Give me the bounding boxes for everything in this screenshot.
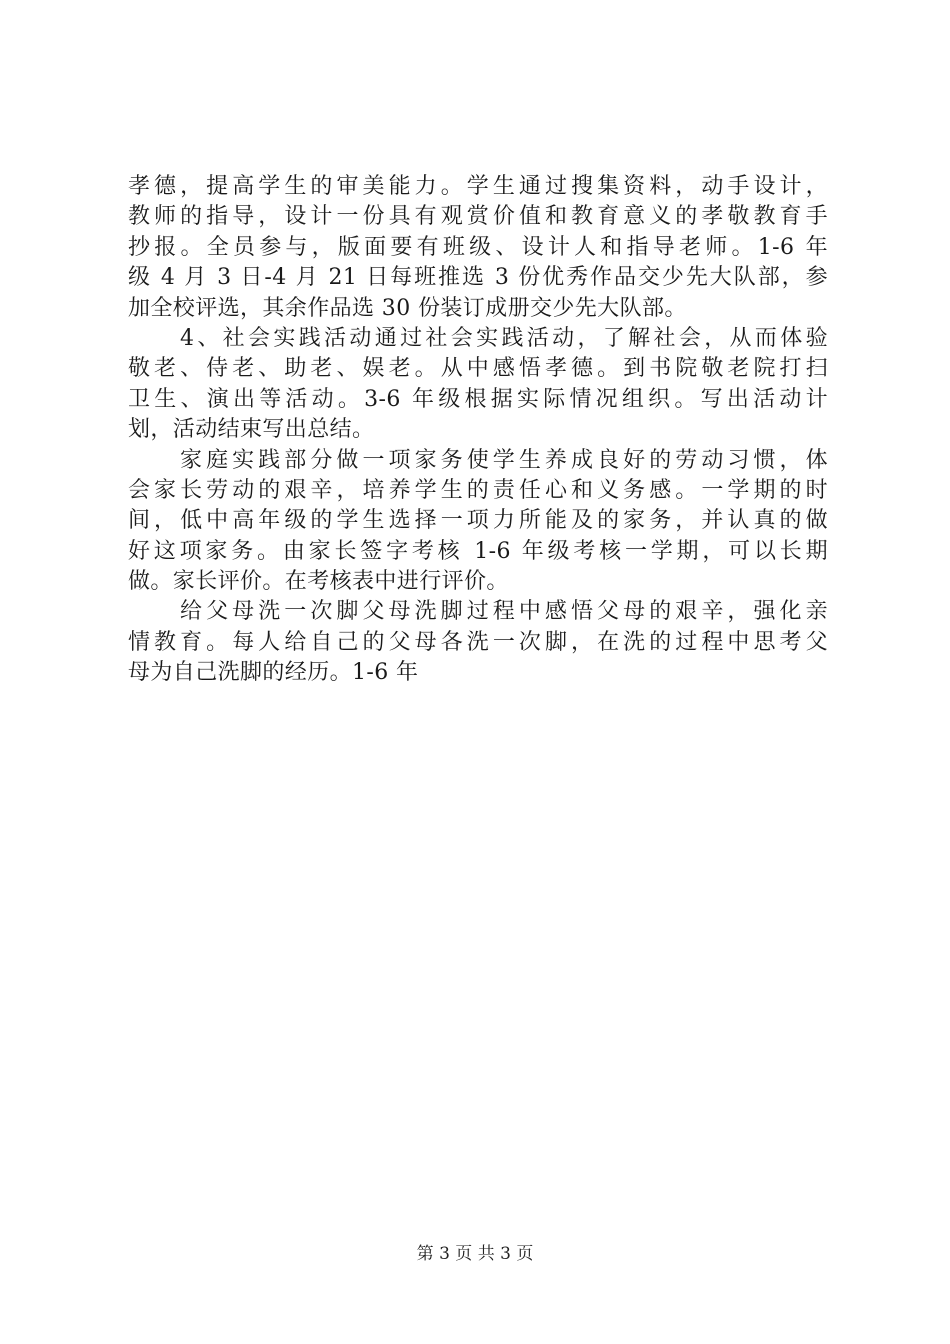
text-line: 给父母洗一次脚父母洗脚过程中感悟父母的艰辛，强化亲 <box>180 599 828 625</box>
text-line: 4、社会实践活动通过社会实践活动，了解社会，从而体验 <box>180 325 828 351</box>
text-line: 母为自己洗脚的经历。1-6 年 <box>128 660 419 686</box>
paragraph-3 <box>128 446 828 598</box>
text-line: 卫生、演出等活动。3-6 年级根据实际情况组织。写出活动计 <box>128 386 828 412</box>
paragraph-2 <box>128 324 828 446</box>
text-line: 级 4 月 3 日-4 月 21 日每班推选 3 份优秀作品交少先大队部，参 <box>128 265 828 291</box>
text-line: 抄报。全员参与，版面要有班级、设计人和指导老师。1-6 年 <box>128 234 828 260</box>
text-line: 加全校评选，其余作品选 30 份装订成册交少先大队部。 <box>128 295 687 321</box>
page-number-footer: 第 3 页 共 3 页 <box>416 1244 534 1264</box>
text-line: 好这项家务。由家长签字考核 1-6 年级考核一学期，可以长期 <box>128 538 828 564</box>
text-line: 教师的指导，设计一份具有观赏价值和教育意义的孝敬教育手 <box>128 204 828 230</box>
text-line: 孝德，提高学生的审美能力。学生通过搜集资料，动手设计， <box>128 174 828 199</box>
text-line: 做。家长评价。在考核表中进行评价。 <box>128 569 509 595</box>
text-line: 划，活动结束写出总结。 <box>128 417 375 443</box>
paragraph-1 <box>128 172 828 324</box>
text-line: 敬老、侍老、助老、娱老。从中感悟孝德。到书院敬老院打扫 <box>128 356 828 382</box>
paragraph-4 <box>128 597 828 688</box>
text-line: 会家长劳动的艰辛，培养学生的责任心和义务感。一学期的时 <box>128 477 828 503</box>
text-line: 间，低中高年级的学生选择一项力所能及的家务，并认真的做 <box>128 508 828 534</box>
text-line: 家庭实践部分做一项家务使学生养成良好的劳动习惯，体 <box>180 447 828 473</box>
document-body <box>128 172 828 689</box>
text-line: 情教育。每人给自己的父母各洗一次脚，在洗的过程中思考父 <box>128 629 828 655</box>
